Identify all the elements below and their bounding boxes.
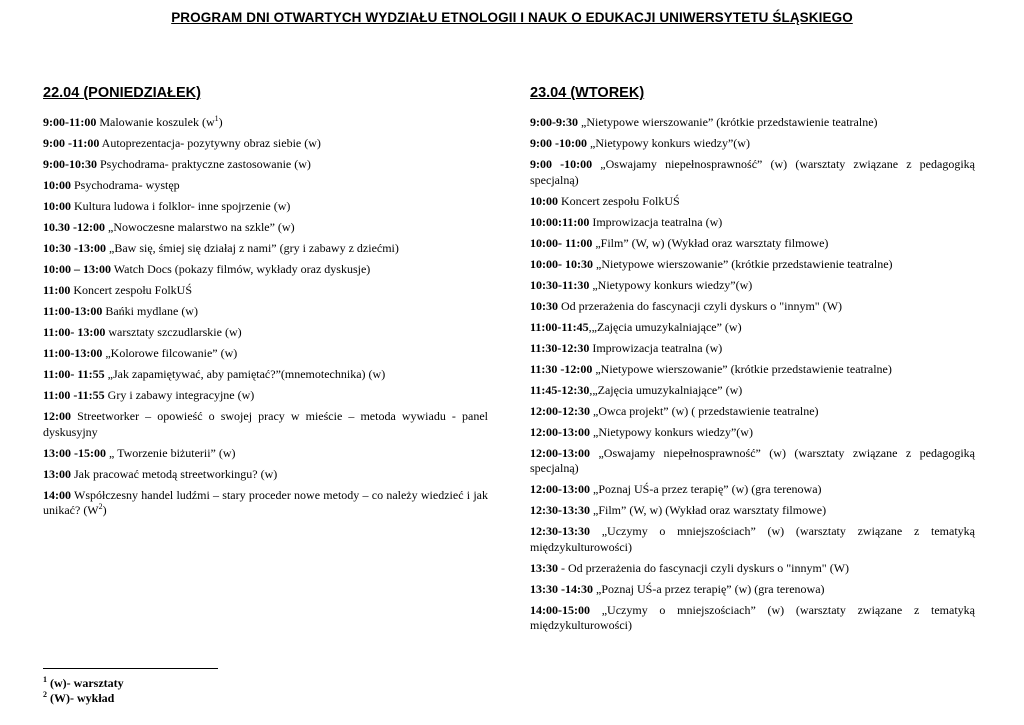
schedule-entry: [43, 241, 488, 257]
footnote-item: [43, 676, 124, 691]
entry-description: „Owca projekt” (w) ( przedstawienie teatralne): [590, 403, 819, 418]
day-heading-monday: 22.04 (PONIEDZIAŁEK): [43, 85, 201, 101]
entry-description: „Jak zapamiętywać, aby pamiętać?”(mnemotechnika) (w): [104, 367, 386, 381]
entry-description-end: ): [218, 115, 223, 129]
schedule-entry: [530, 582, 975, 598]
entry-description: Kultura ludowa i folklor- inne spojrzenie (w): [71, 199, 291, 213]
schedule-entry: [43, 199, 488, 215]
entry-time: 12:00-13:00: [530, 445, 590, 460]
entry-time: 13:00 -15:00: [43, 445, 106, 460]
footnote-mark: 1: [43, 675, 47, 684]
schedule-entry: [530, 362, 975, 378]
page-title: PROGRAM DNI OTWARTYCH WYDZIAŁU ETNOLOGII I NAUK O EDUKACJI UNIWERSYTETU ŚLĄSKIEGO: [171, 10, 853, 25]
entry-time: 9:00-11:00: [43, 115, 97, 129]
schedule-entry: [530, 157, 975, 188]
footnote-text: (w)- warsztaty: [47, 676, 124, 690]
entry-time: 11:45-12:30: [530, 382, 590, 397]
entry-description: Improwizacja teatralna (w): [589, 340, 723, 355]
schedule-entry: [530, 383, 975, 399]
entry-time: 12:00: [43, 409, 71, 423]
footnote-ref: 1: [214, 114, 219, 123]
entry-time: 10:00: [43, 178, 71, 192]
schedule-entry: [43, 467, 488, 483]
entry-description: „Nietypowy konkurs wiedzy”(w): [590, 424, 753, 439]
schedule-entry: [530, 278, 975, 294]
entry-description: „Poznaj UŚ-a przez terapię” (w) (gra terenowa): [593, 581, 825, 596]
schedule-entry: [43, 409, 488, 440]
entry-description: „Nietypowe wierszowanie” (krótkie przedstawienie teatralne): [592, 361, 892, 376]
entry-description: „Uczymy o mniejszościach” (w) (warsztaty związane z tematyką międzykulturowości): [530, 524, 975, 554]
schedule-entry: [530, 257, 975, 273]
entry-time: 12:30-13:30: [530, 503, 590, 517]
schedule-entry: [530, 320, 975, 336]
entry-description: ,„Zajęcia umuzykalniające” (w): [588, 319, 742, 334]
entry-time: 12:00-13:00: [530, 424, 590, 439]
schedule-entry: [530, 482, 975, 498]
entry-time: 9:00 -11:00: [43, 136, 100, 150]
schedule-entry: [43, 304, 488, 320]
entry-time: 12:00-13:00: [530, 482, 590, 496]
entry-time: 11:30 -12:00: [530, 361, 593, 376]
schedule-entry: [43, 136, 488, 152]
schedule-entry: [530, 236, 975, 252]
schedule-entry: [530, 299, 975, 315]
schedule-list-monday: [43, 115, 488, 519]
entry-description: „Nowoczesne malarstwo na szkle” (w): [105, 220, 295, 234]
entry-time: 11:00-11:45: [530, 319, 589, 334]
entry-description: „Oswajamy niepełnosprawność” (w) (warsztaty związane z pedagogiką specjalną): [530, 157, 975, 187]
schedule-entry: [530, 524, 975, 555]
entry-description: Psychodrama- występ: [71, 178, 180, 192]
footnote-text: (W)- wykład: [47, 691, 115, 705]
entry-description: „Nietypowe wierszowanie” (krótkie przedstawienie teatralne): [578, 115, 878, 129]
entry-description: warsztaty szczudlarskie (w): [105, 325, 242, 339]
schedule-list-tuesday: [530, 115, 975, 634]
entry-time: 11:00 -11:55: [43, 388, 105, 402]
schedule-entry: [43, 283, 488, 299]
schedule-entry: [43, 262, 488, 278]
schedule-entry: [43, 367, 488, 383]
entry-description: - Od przerażenia do fascynacji czyli dyskurs o "innym" (W): [558, 560, 850, 575]
schedule-entry: [530, 136, 975, 152]
schedule-entry: [43, 325, 488, 341]
footnote-divider: [43, 668, 218, 669]
entry-time: 11:00-13:00: [43, 304, 103, 318]
day-column-monday: [43, 82, 488, 524]
entry-description: „Nietypowy konkurs wiedzy”(w): [587, 136, 750, 150]
schedule-entry: [43, 115, 488, 131]
entry-description: „Film” (W, w) (Wykład oraz warsztaty filmowe): [590, 503, 827, 517]
schedule-entry: [43, 488, 488, 519]
entry-description: Malowanie koszulek (w: [96, 115, 215, 129]
schedule-entry: [530, 215, 975, 231]
entry-description: Watch Docs (pokazy filmów, wykłady oraz dyskusje): [111, 262, 371, 276]
schedule-entry: [530, 561, 975, 577]
schedule-entry: [43, 388, 488, 404]
entry-time: 10:00- 11:00: [530, 235, 593, 250]
schedule-entry: [43, 346, 488, 362]
entry-time: 10:00: [43, 199, 71, 213]
entry-time: 11:00- 13:00: [43, 325, 106, 339]
entry-time: 11:00- 11:55: [43, 367, 105, 381]
entry-time: 13:00: [43, 466, 71, 481]
entry-time: 9:00 -10:00: [530, 136, 587, 150]
schedule-entry: [530, 425, 975, 441]
entry-time: 13:30 -14:30: [530, 581, 593, 596]
entry-time: 14:00-15:00: [530, 602, 590, 617]
entry-time: 9:00 -10:00: [530, 157, 593, 171]
schedule-entry: [43, 446, 488, 462]
entry-description: Autoprezentacja- pozytywny obraz siebie (w): [99, 136, 321, 150]
entry-description: ,„Zajęcia umuzykalniające” (w): [589, 382, 743, 397]
day-heading-tuesday: 23.04 (WTOREK): [530, 85, 645, 101]
entry-time: 9:00-9:30: [530, 115, 578, 129]
entry-time: 12:30-13:30: [530, 524, 590, 538]
entry-description: „ Tworzenie biżuterii” (w): [106, 445, 236, 460]
footnote-mark: 2: [43, 690, 47, 699]
entry-time: 13:30: [530, 560, 558, 575]
schedule-entry: [43, 178, 488, 194]
schedule-entry: [530, 404, 975, 420]
entry-description: „Kolorowe filcowanie” (w): [102, 346, 238, 360]
schedule-entry: [530, 503, 975, 519]
footnotes: [43, 676, 124, 706]
entry-description: Koncert zespołu FolkUŚ: [70, 283, 192, 297]
entry-description: „Nietypowy konkurs wiedzy”(w): [589, 277, 753, 292]
schedule-entry: [43, 220, 488, 236]
schedule-entry: [43, 157, 488, 173]
entry-time: 12:00-12:30: [530, 403, 590, 418]
entry-time: 11:00: [43, 283, 71, 297]
entry-time: 10:30-11:30: [530, 277, 590, 292]
footnote-ref: 2: [98, 502, 103, 511]
entry-description: Improwizacja teatralna (w): [589, 214, 723, 229]
entry-time: 10:00:11:00: [530, 214, 590, 229]
entry-time: 10:30: [530, 298, 558, 313]
entry-description-end: ): [102, 503, 107, 517]
entry-description: „Baw się, śmiej się działaj z nami” (gry i zabawy z dziećmi): [106, 241, 399, 255]
schedule-entry: [530, 194, 975, 210]
entry-description: „Poznaj UŚ-a przez terapię” (w) (gra terenowa): [590, 482, 822, 496]
entry-description: Gry i zabawy integracyjne (w): [104, 388, 255, 402]
entry-description: „Oswajamy niepełnosprawność” (w) (warsztaty związane z pedagogiką specjalną): [530, 445, 975, 475]
schedule-entry: [530, 341, 975, 357]
entry-time: 14:00: [43, 487, 71, 502]
entry-time: 10:00- 10:30: [530, 256, 593, 271]
entry-time: 10.30 -12:00: [43, 220, 105, 234]
entry-description: Bańki mydlane (w): [102, 304, 198, 318]
footnote-item: [43, 691, 124, 706]
entry-time: 11:30-12:30: [530, 340, 590, 355]
schedule-entry: [530, 115, 975, 131]
entry-time: 10:30 -13:00: [43, 241, 106, 255]
entry-description: „Film” (W, w) (Wykład oraz warsztaty filmowe): [592, 235, 829, 250]
entry-description: Psychodrama- praktyczne zastosowanie (w): [97, 157, 311, 171]
entry-description: „Nietypowe wierszowanie” (krótkie przedstawienie teatralne): [593, 256, 893, 271]
entry-description: Streetworker – opowieść o swojej pracy w mieście – metoda wywiadu - panel dyskusyjny: [43, 409, 488, 439]
entry-description: Od przerażenia do fascynacji czyli dyskurs o "innym" (W): [558, 298, 843, 313]
entry-time: 10:00 – 13:00: [43, 262, 111, 276]
entry-description: Jak pracować metodą streetworkingu? (w): [71, 466, 278, 481]
entry-description: Współczesny handel ludźmi – stary proceder nowe metody – co należy wiedzieć i jak unikać? (W: [43, 487, 488, 517]
entry-description: „Uczymy o mniejszościach” (w) (warsztaty związane z tematyką międzykulturowości): [530, 602, 975, 632]
entry-time: 11:00-13:00: [43, 346, 103, 360]
entry-description: Koncert zespołu FolkUŚ: [558, 193, 680, 208]
day-column-tuesday: [530, 82, 975, 639]
entry-time: 9:00-10:30: [43, 157, 97, 171]
schedule-entry: [530, 603, 975, 634]
entry-time: 10:00: [530, 193, 558, 208]
schedule-entry: [530, 446, 975, 477]
